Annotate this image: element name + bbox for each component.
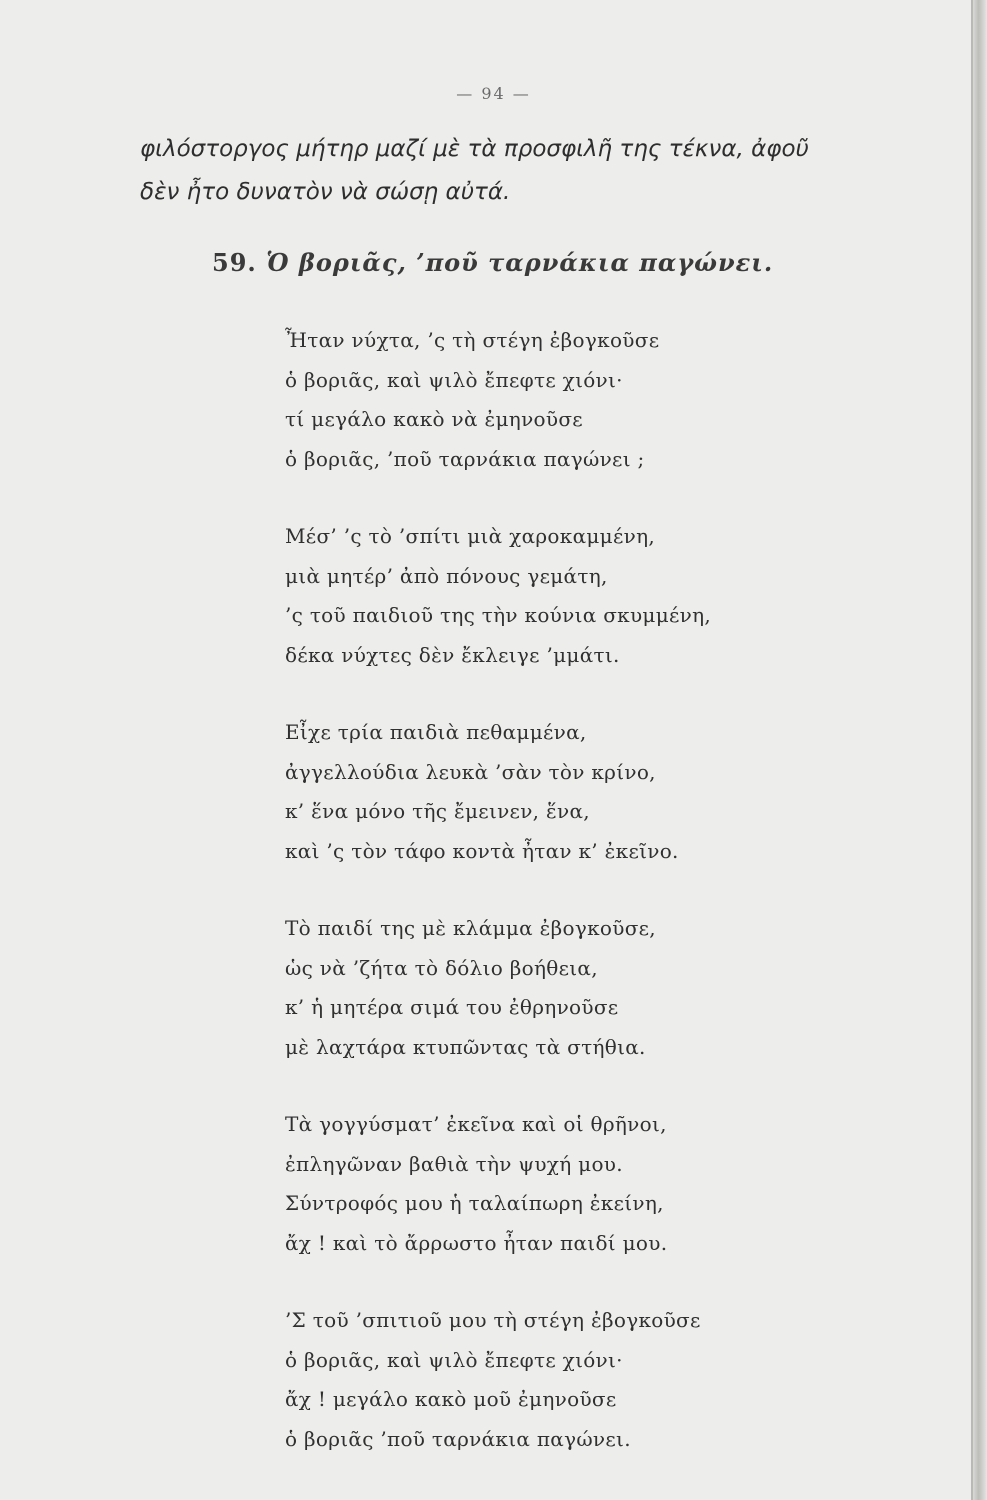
verse-line: Μέσ’ ’ς τὸ ’σπίτι μιὰ χαροκαμμένη, [285, 524, 656, 548]
verse-line: ὡς νὰ ’ζήτα τὸ δόλιο βοήθεια, [285, 955, 598, 980]
stanza [285, 321, 925, 479]
verse-line: ἐπληγῶναν βαθιὰ τὴν ψυχή μου. [285, 1151, 623, 1176]
section-title: Ὁ βοριᾶς, ’ποῦ ταρνάκια παγώνει. [266, 248, 774, 277]
prose-line: δὲν ἦτο δυνατὸν νὰ σώσῃ αὐτά. [140, 179, 511, 205]
verse-line: ὁ βοριᾶς, ’ποῦ ταρνάκια παγώνει ; [285, 446, 645, 471]
prose-line: φιλόστοργος μήτηρ μαζί μὲ τὰ προσφιλῆ της τέκνα, ἀφοῦ [140, 136, 809, 162]
verse-line: Σύντροφός μου ἡ ταλαίπωρη ἐκείνη, [285, 1191, 664, 1215]
verse-line: καὶ ’ς τὸν τάφο κοντὰ ἦταν κ’ ἐκεῖνο. [285, 838, 679, 863]
page-edge [973, 0, 987, 1500]
verse-line: ἄχ ! μεγάλο κακὸ μοῦ ἐμηνοῦσε [285, 1387, 617, 1411]
verse-line: ὁ βοριᾶς ’ποῦ ταρνάκια παγώνει. [285, 1426, 631, 1451]
verse-line: Ἦταν νύχτα, ’ς τὴ στέγη ἐβογκοῦσε [285, 328, 660, 352]
verse-line: Τὰ γογγύσματ’ ἐκεῖνα καὶ οἱ θρῆνοι, [285, 1112, 667, 1136]
stanza [285, 1105, 925, 1263]
stanza [285, 713, 925, 871]
verse-line: μιὰ μητέρ’ ἀπὸ πόνους γεμάτη, [285, 563, 608, 588]
verse-line: ἄχ ! καὶ τὸ ἄρρωστο ἦταν παιδί μου. [285, 1230, 668, 1255]
verse-line: ἀγγελλούδια λευκὰ ’σὰν τὸν κρίνο, [285, 759, 656, 784]
verse-line: δέκα νύχτες δὲν ἔκλειγε ’μμάτι. [285, 642, 620, 667]
stanza [285, 517, 925, 675]
section-number: 59. [212, 248, 257, 277]
verse-line: κ’ ἕνα μόνο τῆς ἔμεινεν, ἕνα, [285, 799, 590, 823]
verse-line: μὲ λαχτάρα κτυπῶντας τὰ στήθια. [285, 1034, 646, 1059]
prose-paragraph [140, 128, 910, 214]
poem [285, 321, 925, 1497]
page-number: — 94 — [456, 84, 531, 103]
verse-line: ’Σ τοῦ ’σπιτιοῦ μου τὴ στέγη ἐβογκοῦσε [285, 1308, 701, 1332]
verse-line: κ’ ἡ μητέρα σιμά του ἐθρηνοῦσε [285, 995, 619, 1019]
verse-line: ὁ βοριᾶς, καὶ ψιλὸ ἔπεφτε χιόνι· [285, 1347, 623, 1372]
stanza [285, 909, 925, 1067]
section-heading [212, 248, 773, 277]
verse-line: Τὸ παιδί της μὲ κλάμμα ἐβογκοῦσε, [285, 916, 656, 940]
stanza [285, 1301, 925, 1459]
verse-line: Εἶχε τρία παιδιὰ πεθαμμένα, [285, 720, 587, 744]
verse-line: τί μεγάλο κακὸ νὰ ἐμηνοῦσε [285, 407, 583, 431]
verse-line: ὁ βοριᾶς, καὶ ψιλὸ ἔπεφτε χιόνι· [285, 367, 623, 392]
verse-line: ’ς τοῦ παιδιοῦ της τὴν κούνια σκυμμένη, [285, 603, 712, 627]
